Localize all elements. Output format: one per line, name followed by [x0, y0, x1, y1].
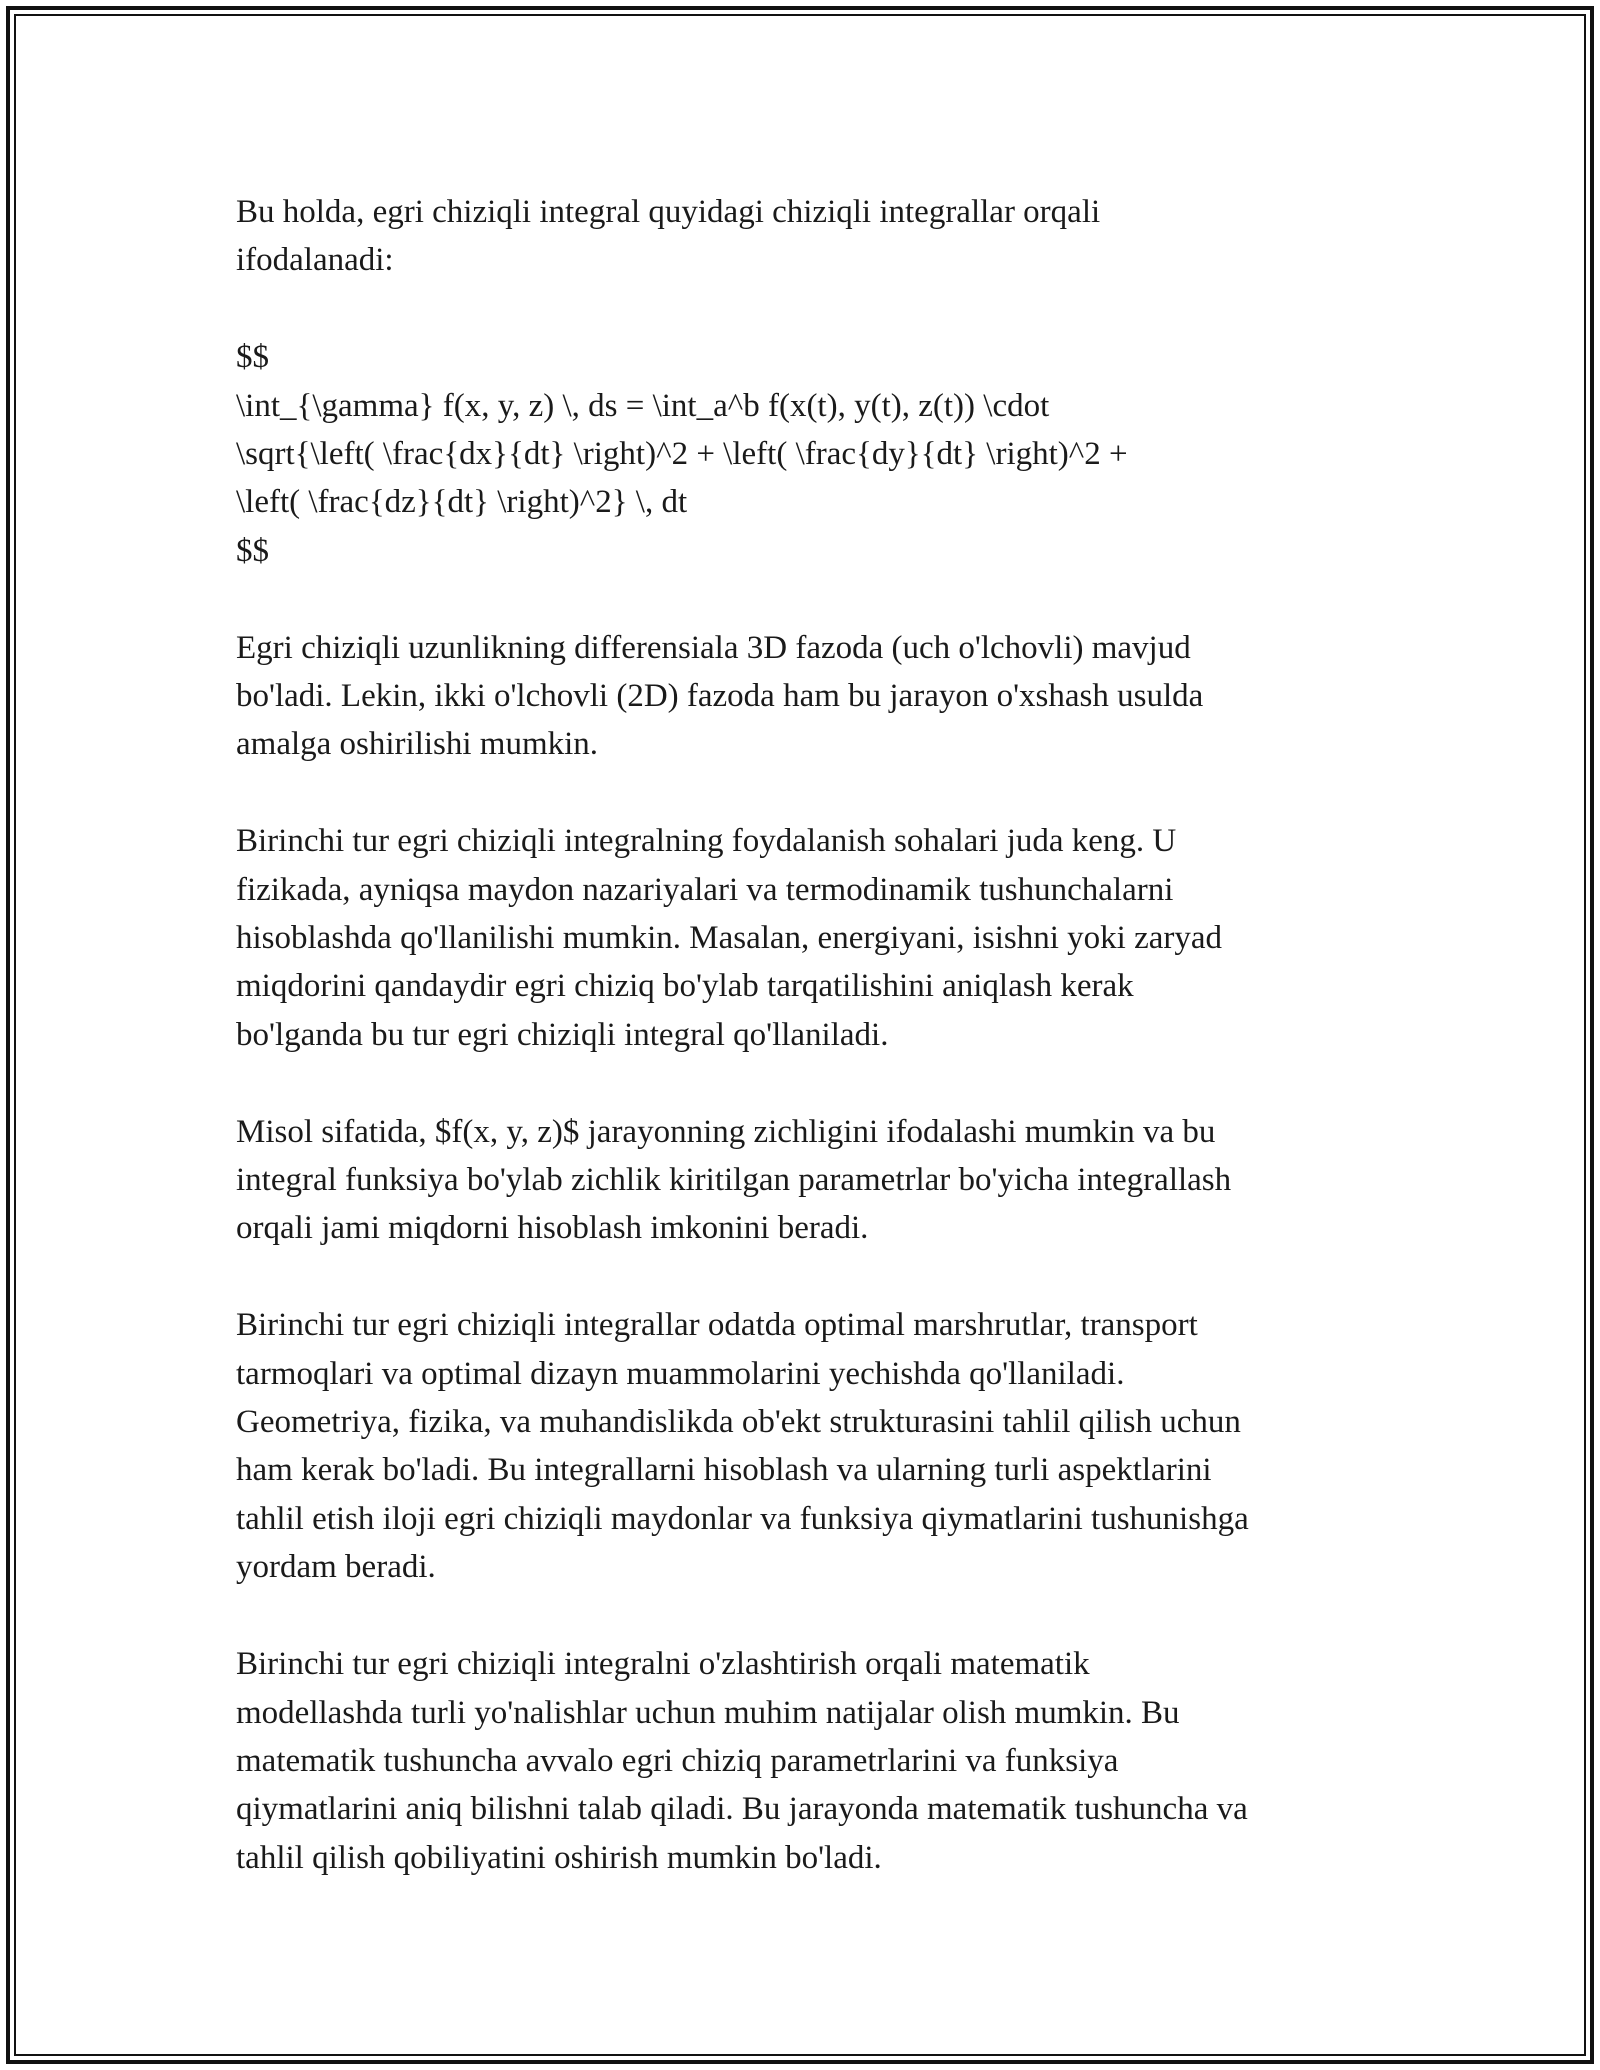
text-line: tarmoqlari va optimal dizayn muammolarini yechishda qo'llaniladi. [236, 1355, 1125, 1392]
text-line: Birinchi tur egri chiziqli integralning foydalanish sohalari juda keng. U [236, 823, 1177, 860]
paragraph-conclusion [236, 1640, 1376, 1882]
text-line: bo'ladi. Lekin, ikki o'lchovli (2D) fazoda ham bu jarayon o'xshash usulda [236, 678, 1204, 715]
formula-line: $$ [236, 532, 269, 569]
text-line: ham kerak bo'ladi. Bu integrallarni hisoblash va ularning turli aspektlarini [236, 1452, 1212, 1489]
text-line: Bu holda, egri chiziqli integral quyidagi chiziqli integrallar orqali [236, 194, 1101, 230]
text-line: matematik tushuncha avvalo egri chiziq parametrlarini va funksiya [236, 1742, 1119, 1779]
formula-line: \sqrt{\left( \frac{dx}{dt} \right)^2 + \left( \frac{dy}{dt} \right)^2 + [236, 436, 1128, 473]
text-line: Misol sifatida, $f(x, y, z)$ jarayonning zichligini ifodalashi mumkin va bu [236, 1113, 1216, 1150]
paragraph-optimization [236, 1301, 1376, 1591]
formula-line: $$ [236, 339, 269, 376]
formula-line: \int_{\gamma} f(x, y, z) \, ds = \int_a^b f(x(t), y(t), z(t)) \cdot [236, 387, 1050, 424]
text-line: Birinchi tur egri chiziqli integralni o'zlashtirish orqali matematik [236, 1646, 1090, 1683]
text-line: qiymatlarini aniq bilishni talab qiladi. Bu jarayonda matematik tushuncha va [236, 1791, 1248, 1828]
text-line: amalga oshirilishi mumkin. [236, 726, 599, 763]
text-line: yordam beradi. [236, 1549, 436, 1586]
paragraph-intro [236, 188, 1376, 285]
text-line: Geometriya, fizika, va muhandislikda ob'ekt strukturasini tahlil qilish uchun [236, 1404, 1241, 1441]
text-line: integral funksiya bo'ylab zichlik kiritilgan parametrlar bo'yicha integrallash [236, 1162, 1232, 1199]
text-line: modellashda turli yo'nalishlar uchun muhim natijalar olish mumkin. Bu [236, 1694, 1180, 1731]
text-line: ifodalanadi: [236, 242, 394, 279]
text-line: tahlil qilish qobiliyatini oshirish mumkin bo'ladi. [236, 1839, 882, 1876]
formula-block [236, 333, 1376, 575]
paragraph-example [236, 1108, 1376, 1253]
text-line: tahlil etish iloji egri chiziqli maydonlar va funksiya qiymatlarini tushunishga [236, 1500, 1249, 1537]
document-body [236, 188, 1376, 1882]
formula-line: \left( \frac{dz}{dt} \right)^2} \, dt [236, 484, 688, 521]
text-line: Egri chiziqli uzunlikning differensiala 3D fazoda (uch o'lchovli) mavjud [236, 629, 1191, 666]
paragraph-applications [236, 817, 1376, 1059]
text-line: orqali jami miqdorni hisoblash imkonini beradi. [236, 1210, 869, 1247]
text-line: bo'lganda bu tur egri chiziqli integral qo'llaniladi. [236, 1016, 889, 1053]
text-line: miqdorini qandaydir egri chiziq bo'ylab tarqatilishini aniqlash kerak [236, 968, 1134, 1005]
paragraph-differential [236, 624, 1376, 769]
text-line: fizikada, ayniqsa maydon nazariyalari va termodinamik tushunchalarni [236, 871, 1174, 908]
text-line: Birinchi tur egri chiziqli integrallar odatda optimal marshrutlar, transport [236, 1307, 1198, 1344]
text-line: hisoblashda qo'llanilishi mumkin. Masalan, energiyani, isishni yoki zaryad [236, 920, 1223, 957]
